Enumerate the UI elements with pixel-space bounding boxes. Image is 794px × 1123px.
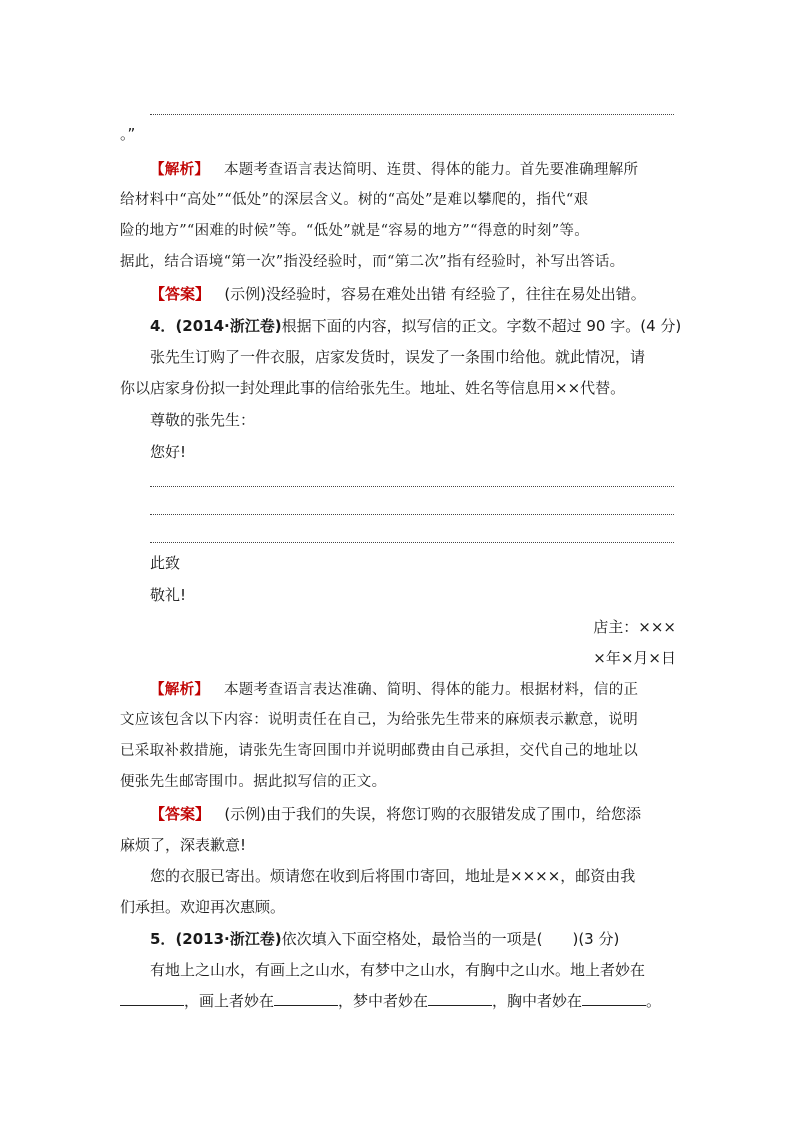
q3-analysis-line-2: 给材料中“高处”“低处”的深层含义。树的“高处”是难以攀爬的，指代“艰	[120, 192, 589, 208]
q3-analysis-line-4: 据此，结合语境“第一次”指没经验时，而“第二次”指有经验时，补写出答话。	[120, 254, 625, 270]
fill-blank-2[interactable]	[274, 991, 338, 1006]
q4-analysis-line-1: 【解析】 本题考查语言表达准确、简明、得体的能力。根据材料，信的正	[150, 681, 639, 698]
writing-dotted-line-2	[150, 514, 674, 515]
q4-analysis-line-4: 便张先生邮寄围巾。据此拟写信的正文。	[120, 774, 387, 790]
q4-material-line-2: 你以店家身份拟一封处理此事的信给张先生。地址、姓名等信息用××代替。	[120, 379, 626, 397]
answer-dotted-line	[150, 114, 674, 115]
writing-dotted-line-1	[150, 486, 674, 487]
letter-greeting: 您好!	[150, 443, 187, 461]
letter-closing-2: 敬礼!	[150, 586, 187, 604]
question-source: (2014·浙江卷)	[175, 317, 282, 335]
question-source: (2013·浙江卷)	[175, 930, 282, 948]
q4-analysis-line-3: 已采取补救措施，请张先生寄回围巾并说明邮费由自己承担，交代自己的地址以	[120, 743, 638, 759]
q5-blanks-line: ，画上者妙在 ，梦中者妙在 ，胸中者妙在 。	[120, 991, 676, 1011]
q4-answer-line-2: 麻烦了，深表歉意!	[120, 836, 247, 854]
letter-closing-1: 此致	[150, 554, 181, 572]
question-number: 5．	[150, 930, 176, 948]
fill-blank-1[interactable]	[120, 991, 184, 1006]
closing-quote: 。”	[120, 125, 136, 143]
analysis-tag: 【解析】	[150, 681, 210, 698]
fill-blank-4[interactable]	[582, 991, 646, 1006]
question-number: 4．	[150, 317, 176, 335]
q3-answer: 【答案】 (示例)没经验时，容易在难处出错 有经验了，往往在易处出错。	[150, 285, 646, 303]
analysis-tag: 【解析】	[150, 161, 210, 178]
letter-date: ×年×月×日	[593, 649, 676, 667]
answer-tag: 【答案】	[150, 805, 211, 823]
q5-line-1: 有地上之山水，有画上之山水，有梦中之山水，有胸中之山水。地上者妙在	[150, 961, 646, 979]
q3-analysis-line-1: 【解析】 本题考查语言表达简明、连贯、得体的能力。首先要准确理解所	[150, 161, 639, 178]
writing-dotted-line-3	[150, 542, 674, 543]
q4-stem: 4．(2014·浙江卷)根据下面的内容，拟写信的正文。字数不超过 90 字。(4 分)	[150, 317, 682, 335]
q4-answer-line-4: 们承担。欢迎再次惠顾。	[120, 898, 286, 916]
fill-blank-3[interactable]	[428, 991, 492, 1006]
letter-salutation: 尊敬的张先生：	[150, 411, 256, 429]
q4-answer-line-3: 您的衣服已寄出。烦请您在收到后将围巾寄回，地址是××××，邮资由我	[150, 867, 636, 885]
q3-analysis-line-3: 险的地方”“困难的时候”等。“低处”就是“容易的地方”“得意的时刻”等。	[120, 223, 590, 239]
q4-answer-line-1: 【答案】 (示例)由于我们的失误，将您订购的衣服错发成了围巾，给您添	[150, 805, 642, 823]
q5-stem: 5．(2013·浙江卷)依次填入下面空格处，最恰当的一项是( )(3 分)	[150, 930, 620, 948]
letter-signature: 店主：×××	[593, 618, 676, 636]
q4-material-line-1: 张先生订购了一件衣服，店家发货时，误发了一条围巾给他。就此情况，请	[150, 348, 646, 366]
answer-tag: 【答案】	[150, 285, 211, 303]
q4-analysis-line-2: 文应该包含以下内容：说明责任在自己，为给张先生带来的麻烦表示歉意，说明	[120, 712, 638, 728]
